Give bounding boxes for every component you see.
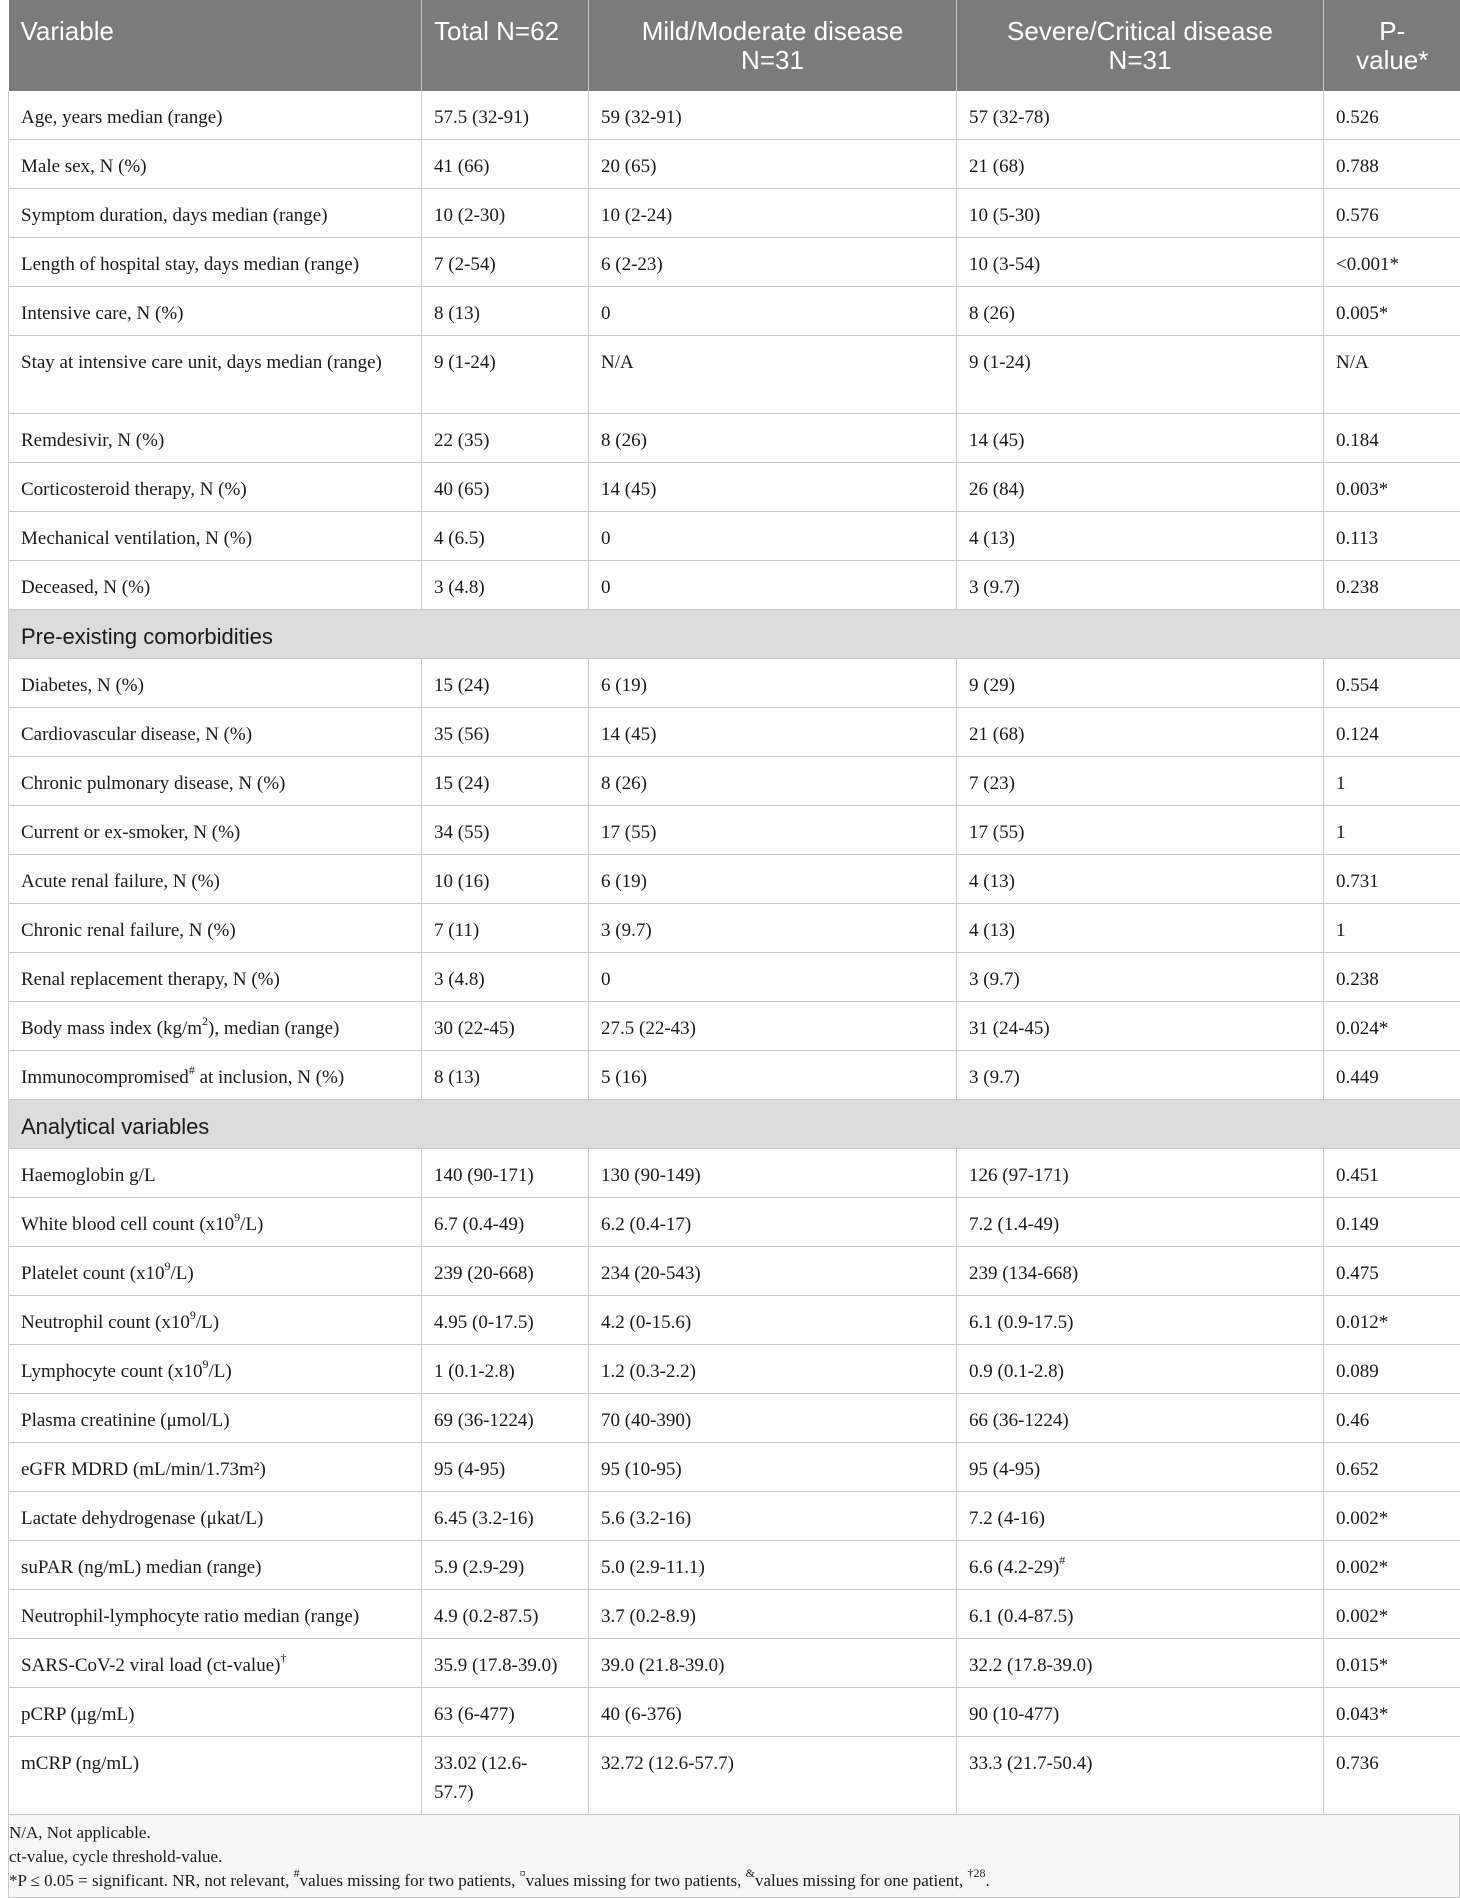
cell-mild: 27.5 (22-43) — [589, 1002, 957, 1051]
cell-mild: 3 (9.7) — [589, 904, 957, 953]
table-row — [9, 1443, 1460, 1492]
cell-mild: 5 (16) — [589, 1051, 957, 1100]
table-row — [9, 1737, 1460, 1815]
cell-severe: 8 (26) — [957, 287, 1324, 336]
header-severe: Severe/Critical disease N=31 — [957, 0, 1324, 91]
cell-variable: Platelet count $(x10^9/L)$ — [9, 1247, 422, 1296]
cell-pvalue: 0.451 — [1324, 1149, 1460, 1198]
table-row — [9, 140, 1460, 189]
cell-mild: 130 (90-149) — [589, 1149, 957, 1198]
cell-variable: White blood cell count $(x10^9/L)$ — [9, 1198, 422, 1247]
cell-severe: 3 (9.7) — [957, 561, 1324, 610]
demographics-table — [8, 0, 1460, 1815]
cell-total: 63 (6-477) — [422, 1688, 589, 1737]
cell-total: 3 (4.8) — [422, 953, 589, 1002]
cell-severe: 17 (55) — [957, 806, 1324, 855]
cell-mild: 14 (45) — [589, 708, 957, 757]
cell-variable: Corticosteroid therapy, N (%) — [9, 463, 422, 512]
cell-total: 35 (56) — [422, 708, 589, 757]
cell-pvalue: 0.003* — [1324, 463, 1460, 512]
table-row — [9, 1247, 1460, 1296]
cell-mild: 0 — [589, 287, 957, 336]
cell-severe: 21 (68) — [957, 708, 1324, 757]
cell-mild: 1.2 (0.3-2.2) — [589, 1345, 957, 1394]
cell-variable: eGFR MDRD (mL/min/1.73m²) — [9, 1443, 422, 1492]
cell-severe: 10 (5-30) — [957, 189, 1324, 238]
cell-severe: 31 (24-45) — [957, 1002, 1324, 1051]
table-body — [9, 91, 1460, 1815]
cell-mild: 14 (45) — [589, 463, 957, 512]
cell-total: 4.95 (0-17.5) — [422, 1296, 589, 1345]
cell-total: 8 (13) — [422, 287, 589, 336]
cell-severe: 26 (84) — [957, 463, 1324, 512]
cell-severe: 4 (13) — [957, 855, 1324, 904]
cell-variable: Intensive care, N (%) — [9, 287, 422, 336]
cell-pvalue: 0.149 — [1324, 1198, 1460, 1247]
table-row — [9, 855, 1460, 904]
cell-variable: suPAR (ng/mL) median (range) — [9, 1541, 422, 1590]
cell-variable: Age, years median (range) — [9, 91, 422, 140]
cell-pvalue: 0.002* — [1324, 1590, 1460, 1639]
table-row — [9, 953, 1460, 1002]
cell-pvalue: 0.002* — [1324, 1492, 1460, 1541]
cell-pvalue: N/A — [1324, 336, 1460, 414]
cell-severe: 4 (13) — [957, 512, 1324, 561]
table-row — [9, 904, 1460, 953]
cell-severe: 95 (4-95) — [957, 1443, 1324, 1492]
table-row — [9, 757, 1460, 806]
cell-variable: Neutrophil count $(x10^9/L)$ — [9, 1296, 422, 1345]
cell-total: 33.02 (12.6- 57.7) — [422, 1737, 589, 1815]
cell-pvalue: 0.554 — [1324, 659, 1460, 708]
header-row — [9, 0, 1460, 91]
table-row — [9, 336, 1460, 414]
cell-pvalue: 0.731 — [1324, 855, 1460, 904]
cell-pvalue: 0.526 — [1324, 91, 1460, 140]
cell-total: 7 (11) — [422, 904, 589, 953]
cell-pvalue: 1 — [1324, 904, 1460, 953]
cell-pvalue: 1 — [1324, 806, 1460, 855]
cell-severe: 9 (29) — [957, 659, 1324, 708]
table-row — [9, 806, 1460, 855]
section-row-analytical — [9, 1100, 1460, 1149]
cell-total: 239 (20-668) — [422, 1247, 589, 1296]
cell-variable: mCRP (ng/mL) — [9, 1737, 422, 1815]
table-row — [9, 189, 1460, 238]
cell-variable: Remdesivir, N (%) — [9, 414, 422, 463]
cell-variable: Plasma creatinine (μmol/L) — [9, 1394, 422, 1443]
cell-mild: 3.7 (0.2-8.9) — [589, 1590, 957, 1639]
cell-variable: Immunocompromised# at inclusion, N (%) — [9, 1051, 422, 1100]
cell-pvalue: 0.449 — [1324, 1051, 1460, 1100]
cell-total: 10 (16) — [422, 855, 589, 904]
cell-pvalue: 0.788 — [1324, 140, 1460, 189]
cell-total: 140 (90-171) — [422, 1149, 589, 1198]
cell-pvalue: 0.043* — [1324, 1688, 1460, 1737]
table-row — [9, 91, 1460, 140]
cell-total: 4.9 (0.2-87.5) — [422, 1590, 589, 1639]
cell-mild: 6 (2-23) — [589, 238, 957, 287]
table-row — [9, 1492, 1460, 1541]
cell-pvalue: 0.736 — [1324, 1737, 1460, 1815]
cell-variable: Stay at intensive care unit, days median (range) — [9, 336, 422, 414]
cell-severe: 3 (9.7) — [957, 1051, 1324, 1100]
cell-variable: Mechanical ventilation, N (%) — [9, 512, 422, 561]
cell-total: 5.9 (2.9-29) — [422, 1541, 589, 1590]
cell-severe: 21 (68) — [957, 140, 1324, 189]
cell-mild: 8 (26) — [589, 757, 957, 806]
cell-variable: Lymphocyte count $(x10^9/L)$ — [9, 1345, 422, 1394]
cell-severe: 90 (10-477) — [957, 1688, 1324, 1737]
cell-variable: Length of hospital stay, days median (range) — [9, 238, 422, 287]
cell-severe: 66 (36-1224) — [957, 1394, 1324, 1443]
cell-pvalue: 1 — [1324, 757, 1460, 806]
cell-mild: 20 (65) — [589, 140, 957, 189]
cell-mild: 4.2 (0-15.6) — [589, 1296, 957, 1345]
section-title: Analytical variables — [9, 1100, 1460, 1149]
table-row — [9, 1639, 1460, 1688]
cell-mild: 32.72 (12.6-57.7) — [589, 1737, 957, 1815]
table-row — [9, 414, 1460, 463]
cell-severe: 57 (32-78) — [957, 91, 1324, 140]
table-row — [9, 1345, 1460, 1394]
cell-pvalue: 0.024* — [1324, 1002, 1460, 1051]
cell-pvalue: 0.015* — [1324, 1639, 1460, 1688]
footnote-line: *P ≤ 0.05 = significant. NR, not relevant, #values missing for two patients, ¤values missing for two patients, &values missing for one patient, $^{\dagger 28}$. — [9, 1869, 1459, 1893]
table-row — [9, 512, 1460, 561]
cell-total: 7 (2-54) — [422, 238, 589, 287]
cell-severe: 14 (45) — [957, 414, 1324, 463]
table-row — [9, 1688, 1460, 1737]
table-row — [9, 659, 1460, 708]
cell-mild: 6.2 (0.4-17) — [589, 1198, 957, 1247]
cell-mild: 8 (26) — [589, 414, 957, 463]
cell-variable: Chronic renal failure, N (%) — [9, 904, 422, 953]
cell-mild: 59 (32-91) — [589, 91, 957, 140]
footnote-line: N/A, Not applicable. — [9, 1821, 1459, 1845]
cell-variable: Current or ex-smoker, N (%) — [9, 806, 422, 855]
header-mild: Mild/Moderate disease N=31 — [589, 0, 957, 91]
cell-total: 3 (4.8) — [422, 561, 589, 610]
cell-severe: 239 (134-668) — [957, 1247, 1324, 1296]
cell-total: 15 (24) — [422, 659, 589, 708]
cell-mild: 40 (6-376) — [589, 1688, 957, 1737]
table-row — [9, 1002, 1460, 1051]
cell-variable: Haemoglobin g/L — [9, 1149, 422, 1198]
header-pvalue: P- value* — [1324, 0, 1460, 91]
table-row — [9, 1541, 1460, 1590]
cell-total: 35.9 (17.8-39.0) — [422, 1639, 589, 1688]
cell-total: 69 (36-1224) — [422, 1394, 589, 1443]
header-total: Total N=62 — [422, 0, 589, 91]
cell-pvalue: 0.002* — [1324, 1541, 1460, 1590]
cell-pvalue: 0.652 — [1324, 1443, 1460, 1492]
table-row — [9, 287, 1460, 336]
table-row — [9, 1149, 1460, 1198]
cell-total: 15 (24) — [422, 757, 589, 806]
table-footnotes — [8, 1815, 1460, 1898]
cell-pvalue: 0.005* — [1324, 287, 1460, 336]
cell-severe: 6.6 (4.2-29)# — [957, 1541, 1324, 1590]
cell-total: 8 (13) — [422, 1051, 589, 1100]
cell-severe: 3 (9.7) — [957, 953, 1324, 1002]
cell-variable: Deceased, N (%) — [9, 561, 422, 610]
cell-total: 57.5 (32-91) — [422, 91, 589, 140]
cell-variable: pCRP (μg/mL) — [9, 1688, 422, 1737]
cell-total: 10 (2-30) — [422, 189, 589, 238]
table-row — [9, 1296, 1460, 1345]
cell-pvalue: 0.576 — [1324, 189, 1460, 238]
cell-mild: 95 (10-95) — [589, 1443, 957, 1492]
cell-severe: 7.2 (4-16) — [957, 1492, 1324, 1541]
cell-variable: Symptom duration, days median (range) — [9, 189, 422, 238]
cell-severe: 6.1 (0.9-17.5) — [957, 1296, 1324, 1345]
cell-mild: 5.0 (2.9-11.1) — [589, 1541, 957, 1590]
cell-variable: Neutrophil-lymphocyte ratio median (range) — [9, 1590, 422, 1639]
cell-pvalue: 0.238 — [1324, 561, 1460, 610]
cell-mild: 0 — [589, 512, 957, 561]
cell-mild: 39.0 (21.8-39.0) — [589, 1639, 957, 1688]
table-row — [9, 1051, 1460, 1100]
cell-variable: Diabetes, N (%) — [9, 659, 422, 708]
cell-total: 22 (35) — [422, 414, 589, 463]
cell-total: 1 (0.1-2.8) — [422, 1345, 589, 1394]
cell-mild: 70 (40-390) — [589, 1394, 957, 1443]
cell-mild: 0 — [589, 561, 957, 610]
cell-mild: N/A — [589, 336, 957, 414]
cell-pvalue: <0.001* — [1324, 238, 1460, 287]
table-row — [9, 1590, 1460, 1639]
footnote-line: ct-value, cycle threshold-value. — [9, 1845, 1459, 1869]
cell-variable: Male sex, N (%) — [9, 140, 422, 189]
table-row — [9, 1198, 1460, 1247]
cell-total: 9 (1-24) — [422, 336, 589, 414]
cell-variable: Cardiovascular disease, N (%) — [9, 708, 422, 757]
cell-pvalue: 0.184 — [1324, 414, 1460, 463]
cell-variable: Renal replacement therapy, N (%) — [9, 953, 422, 1002]
cell-pvalue: 0.46 — [1324, 1394, 1460, 1443]
cell-pvalue: 0.012* — [1324, 1296, 1460, 1345]
cell-severe: 0.9 (0.1-2.8) — [957, 1345, 1324, 1394]
table-row — [9, 561, 1460, 610]
cell-total: 6.7 (0.4-49) — [422, 1198, 589, 1247]
section-row-comorbidities — [9, 610, 1460, 659]
cell-total: 34 (55) — [422, 806, 589, 855]
cell-severe: 32.2 (17.8-39.0) — [957, 1639, 1324, 1688]
cell-variable: SARS-CoV-2 viral load (ct-value)† — [9, 1639, 422, 1688]
table-header — [9, 0, 1460, 91]
cell-severe: 9 (1-24) — [957, 336, 1324, 414]
cell-total: 30 (22-45) — [422, 1002, 589, 1051]
cell-severe: 7.2 (1.4-49) — [957, 1198, 1324, 1247]
cell-severe: 126 (97-171) — [957, 1149, 1324, 1198]
cell-total: 4 (6.5) — [422, 512, 589, 561]
cell-variable: Lactate dehydrogenase (μkat/L) — [9, 1492, 422, 1541]
cell-mild: 10 (2-24) — [589, 189, 957, 238]
cell-mild: 234 (20-543) — [589, 1247, 957, 1296]
section-title: Pre-existing comorbidities — [9, 610, 1460, 659]
cell-total: 41 (66) — [422, 140, 589, 189]
cell-total: 95 (4-95) — [422, 1443, 589, 1492]
cell-severe: 6.1 (0.4-87.5) — [957, 1590, 1324, 1639]
table-container — [8, 0, 1460, 1898]
cell-pvalue: 0.124 — [1324, 708, 1460, 757]
cell-total: 40 (65) — [422, 463, 589, 512]
table-row — [9, 463, 1460, 512]
cell-mild: 17 (55) — [589, 806, 957, 855]
cell-severe: 10 (3-54) — [957, 238, 1324, 287]
table-row — [9, 1394, 1460, 1443]
cell-mild: 6 (19) — [589, 659, 957, 708]
cell-pvalue: 0.238 — [1324, 953, 1460, 1002]
cell-pvalue: 0.113 — [1324, 512, 1460, 561]
cell-variable: Acute renal failure, N (%) — [9, 855, 422, 904]
table-row — [9, 238, 1460, 287]
cell-total: 6.45 (3.2-16) — [422, 1492, 589, 1541]
table-row — [9, 708, 1460, 757]
cell-variable: Chronic pulmonary disease, N (%) — [9, 757, 422, 806]
header-variable: Variable — [9, 0, 422, 91]
cell-pvalue: 0.089 — [1324, 1345, 1460, 1394]
cell-pvalue: 0.475 — [1324, 1247, 1460, 1296]
cell-mild: 5.6 (3.2-16) — [589, 1492, 957, 1541]
cell-variable: Body mass index $(kg/m^2)$, median (range) — [9, 1002, 422, 1051]
cell-severe: 4 (13) — [957, 904, 1324, 953]
cell-mild: 0 — [589, 953, 957, 1002]
cell-mild: 6 (19) — [589, 855, 957, 904]
cell-severe: 33.3 (21.7-50.4) — [957, 1737, 1324, 1815]
cell-severe: 7 (23) — [957, 757, 1324, 806]
